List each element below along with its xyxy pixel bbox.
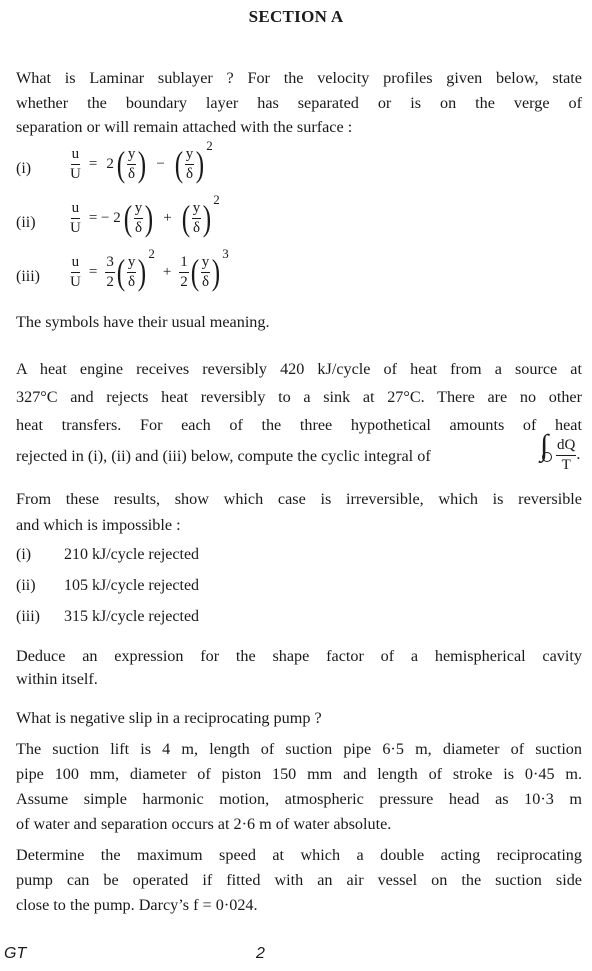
equation-iii [16, 246, 336, 302]
list-item [16, 544, 199, 566]
denominator: δ [185, 165, 194, 182]
item-text: 210 kJ/cycle rejected [64, 546, 200, 563]
exponent: 3 [222, 246, 229, 261]
q2-line-6: and which is impossible : [16, 516, 181, 534]
open-paren: ( [123, 198, 132, 238]
one-half [179, 255, 189, 290]
denominator: U [70, 165, 81, 182]
numerator: 3 [105, 255, 115, 273]
denominator: δ [128, 273, 136, 290]
q2-line-5: From these results, show which case is irreversible, which is reversible [16, 490, 582, 508]
item-label: (ii) [16, 577, 36, 594]
equation-label: (iii) [16, 268, 40, 285]
close-paren: ) [145, 198, 154, 238]
u-over-U [70, 255, 81, 290]
q2-text-2 [16, 486, 582, 538]
minus-sign: − [156, 155, 165, 172]
numerator: u [71, 255, 81, 273]
q4-text [16, 737, 582, 837]
q4-line-5: Determine the maximum speed at which a double acting reciprocating [16, 846, 582, 864]
equation-label: (ii) [16, 214, 36, 231]
q1-line-1: What is Laminar sublayer ? For the velocity profiles given below, state [16, 69, 582, 87]
close-paren: ) [203, 198, 212, 238]
q4-line-6: pump can be operated if fitted with an air vessel on the suction side [16, 871, 582, 889]
numerator: y [134, 201, 144, 219]
denominator: T [561, 457, 571, 473]
exponent: 2 [206, 138, 213, 153]
open-paren: ( [181, 198, 190, 238]
q1-text [16, 66, 582, 140]
section-title: SECTION A [248, 7, 344, 26]
q1-footer-note: The symbols have their usual meaning. [16, 313, 270, 331]
open-paren: ( [116, 252, 126, 292]
denominator: 2 [180, 273, 188, 290]
denominator: δ [192, 219, 201, 236]
q4-text-2 [16, 843, 582, 918]
q4-line-7: close to the pump. Darcy’s f = 0·024. [16, 896, 258, 914]
denominator: U [70, 273, 81, 290]
equals-sign: = [88, 155, 98, 172]
y-over-delta [127, 147, 137, 182]
q3-text [16, 645, 582, 691]
line-end: . [576, 445, 581, 464]
list-item [16, 606, 199, 628]
q1-line-3: separation or will remain attached with the surface : [16, 118, 353, 136]
equation-body [70, 246, 229, 292]
y-over-delta [192, 201, 202, 236]
numerator: u [71, 201, 81, 219]
exponent: 2 [213, 192, 220, 207]
close-paren: ) [138, 144, 147, 184]
q4-line-1: The suction lift is 4 m, length of suction pipe 6·5 m, diameter of suction [16, 740, 582, 758]
u-over-U [70, 201, 81, 236]
numerator: y [127, 255, 137, 273]
oint-symbol: ∫ [540, 440, 556, 472]
item-label: (iii) [16, 608, 40, 625]
denominator: δ [134, 219, 143, 236]
cyclic-integral [540, 428, 581, 473]
exponent: 2 [148, 246, 155, 261]
list-item [16, 575, 199, 597]
close-paren: ) [138, 252, 147, 292]
denominator: 2 [106, 273, 114, 290]
equation-ii [16, 192, 316, 248]
q3-line-1: Deduce an expression for the shape factor of a hemispherical cavity [16, 647, 582, 665]
coefficient: 2 [106, 155, 114, 172]
equation-i [16, 138, 316, 194]
plus-sign: + [163, 209, 172, 226]
open-paren: ( [174, 144, 183, 184]
plus-sign: + [162, 263, 172, 280]
equation-label: (i) [16, 160, 32, 177]
y-over-delta [201, 255, 211, 290]
q2-line-3: heat transfers. For each of the three hypothetical amounts of heat [16, 416, 582, 434]
y-over-delta [185, 147, 195, 182]
footer-code: GT [4, 945, 27, 962]
denominator: U [70, 219, 81, 236]
q2-line-2: 327°C and rejects heat reversibly to a sink at 27°C. There are no other [16, 388, 582, 406]
numerator: dQ [556, 438, 576, 456]
y-over-delta [127, 255, 137, 290]
q4-line-4: of water and separation occurs at 2·6 m of water absolute. [16, 815, 392, 833]
numerator: y [201, 255, 211, 273]
item-label: (i) [16, 546, 32, 563]
q4-line-2: pipe 100 mm, diameter of piston 150 mm and length of stroke is 0·45 m. [16, 765, 582, 783]
q2-line-4 [16, 428, 582, 478]
q4-line-3: Assume simple harmonic motion, atmospheric pressure head as 10·3 m [16, 790, 582, 808]
q3-line-2: within itself. [16, 670, 98, 688]
page-number: 2 [256, 945, 265, 962]
equals-coefficient: = − 2 [88, 209, 121, 226]
q1-line-2: whether the boundary layer has separated or is on the verge of [16, 93, 582, 112]
numerator: y [185, 147, 195, 165]
numerator: 1 [179, 255, 189, 273]
numerator: y [192, 201, 202, 219]
q2-line-4-text: rejected in (i), (ii) and (iii) below, compute the cyclic integral of [16, 447, 431, 465]
open-paren: ( [190, 252, 199, 292]
close-paren: ) [196, 144, 205, 184]
equation-body [70, 138, 213, 184]
close-paren: ) [212, 252, 221, 292]
open-paren: ( [116, 144, 126, 184]
item-text: 315 kJ/cycle rejected [64, 608, 200, 625]
q2-text [16, 355, 582, 439]
y-over-delta [134, 201, 144, 236]
denominator: δ [128, 165, 136, 182]
q2-line-1: A heat engine receives reversibly 420 kJ/cycle of heat from a source at [16, 360, 582, 378]
equals-sign: = [88, 263, 98, 280]
item-text: 105 kJ/cycle rejected [64, 577, 200, 594]
q4-title: What is negative slip in a reciprocating pump ? [16, 709, 322, 727]
denominator: δ [201, 273, 210, 290]
u-over-U [70, 147, 81, 182]
numerator: y [127, 147, 137, 165]
equation-body [70, 192, 220, 238]
numerator: u [71, 147, 81, 165]
dQ-over-T [556, 438, 576, 473]
three-halves [105, 255, 115, 290]
